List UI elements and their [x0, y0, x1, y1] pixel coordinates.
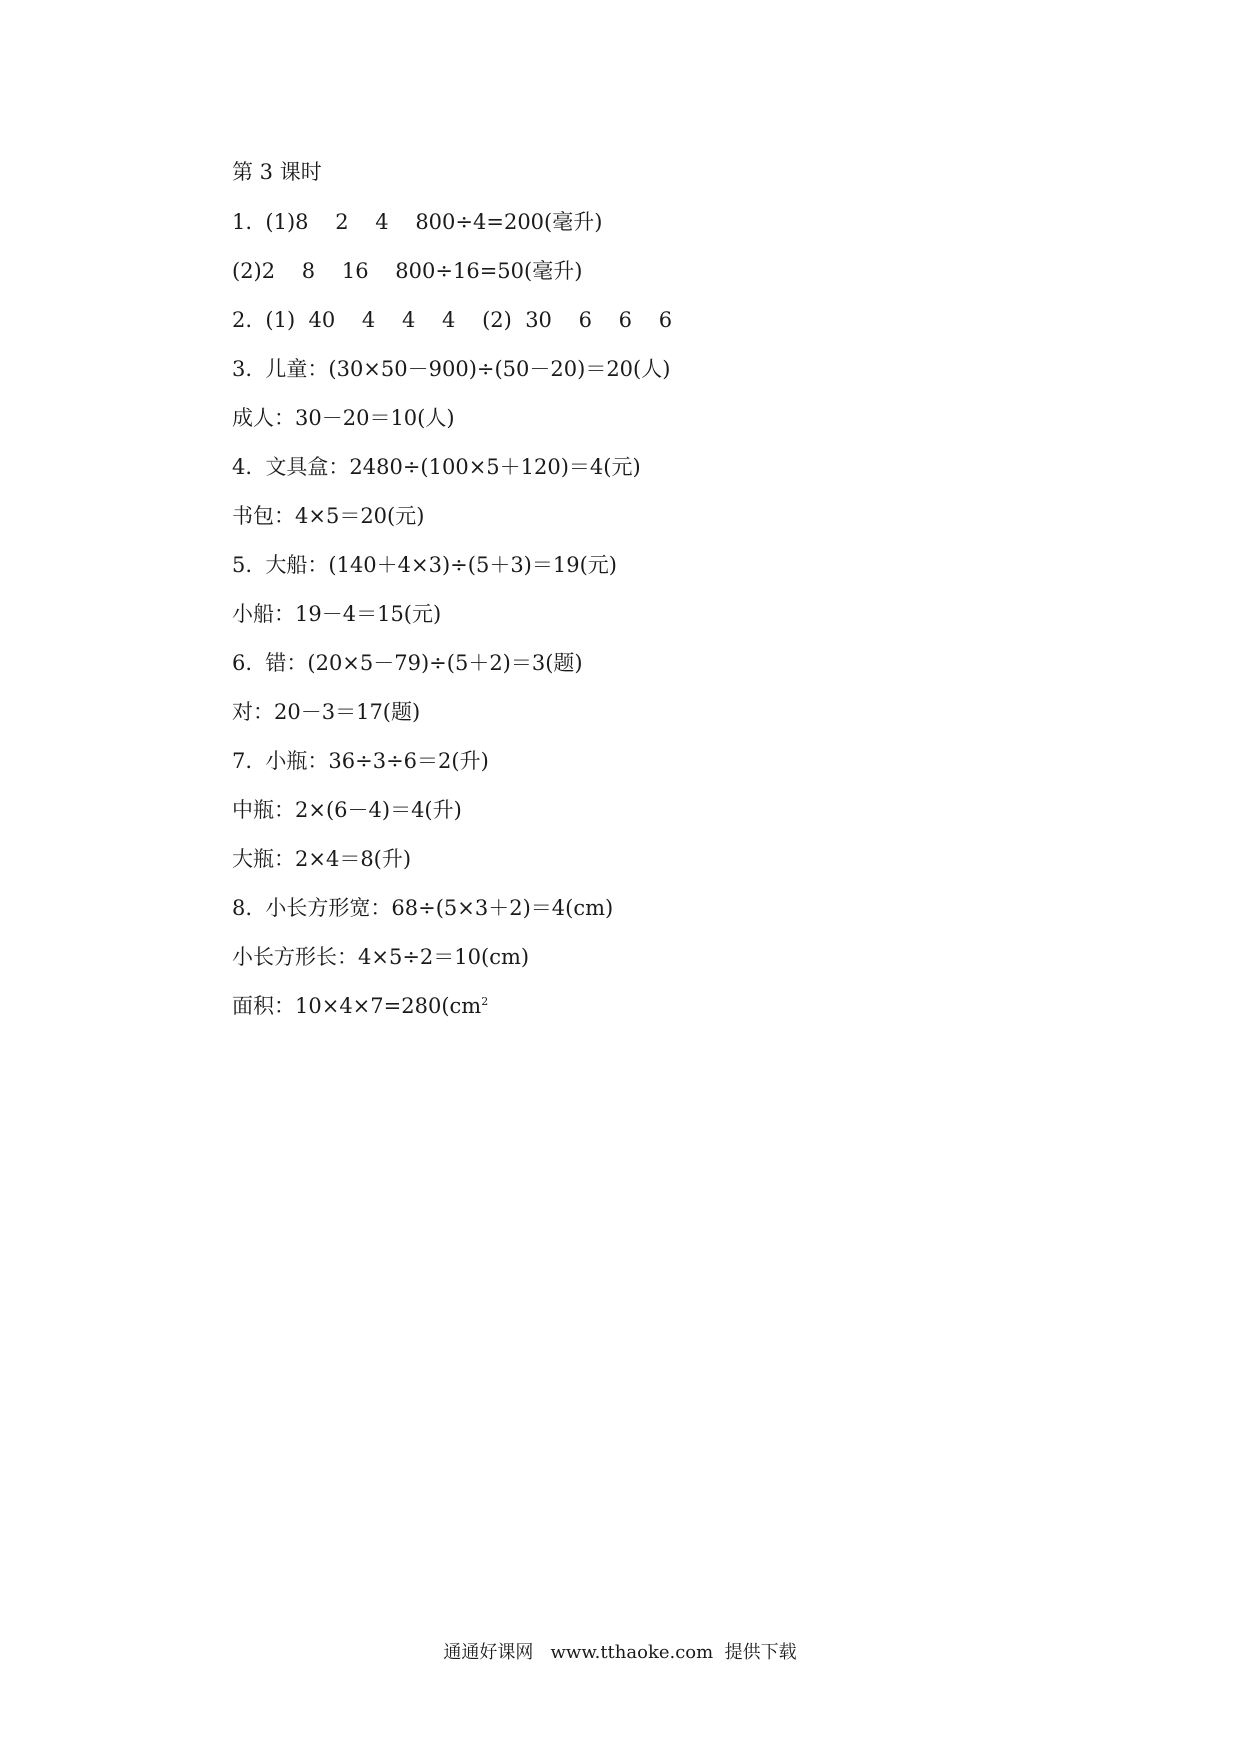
answer-line-9: 小船：19－4＝15(元) — [232, 602, 442, 626]
answer-line-5: 成人：30－20＝10(人) — [232, 406, 455, 430]
lesson-title: 第 3 课时 — [232, 160, 322, 184]
answer-line-15: 8. 小长方形宽：68÷(5×3＋2)＝4(cm) — [232, 896, 614, 920]
answer-content — [232, 158, 1132, 1041]
answer-line-14: 大瓶：2×4＝8(升) — [232, 847, 412, 871]
area-line-text: 面积：10×4×7=280(cm — [232, 994, 482, 1018]
answer-line-10: 6. 错：(20×5－79)÷(5＋2)＝3(题) — [232, 651, 583, 675]
answer-line-8: 5. 大船：(140＋4×3)÷(5＋3)＝19(元) — [232, 553, 617, 577]
answer-line-12: 7. 小瓶：36÷3÷6＝2(升) — [232, 749, 489, 773]
answer-line-6: 4. 文具盒：2480÷(100×5＋120)＝4(元) — [232, 455, 641, 479]
area-line — [232, 992, 1132, 1020]
answer-line-1: 1. (1)8 2 4 800÷4=200(毫升) — [232, 210, 603, 234]
answer-line-13: 中瓶：2×(6－4)＝4(升) — [232, 798, 462, 822]
answer-line-16: 小长方形长：4×5÷2＝10(cm) — [232, 945, 530, 969]
area-line-superscript: 2 — [481, 995, 489, 1008]
answer-line-2: (2)2 8 16 800÷16=50(毫升) — [232, 259, 583, 283]
footer-credit: 通通好课网 www.tthaoke.com 提供下载 — [443, 1642, 797, 1663]
answer-line-3: 2. (1) 40 4 4 4 (2) 30 6 6 6 — [232, 308, 673, 332]
answer-line-7: 书包：4×5＝20(元) — [232, 504, 425, 528]
answer-line-11: 对：20－3＝17(题) — [232, 700, 421, 724]
answer-line-4: 3. 儿童：(30×50－900)÷(50－20)＝20(人) — [232, 357, 671, 381]
